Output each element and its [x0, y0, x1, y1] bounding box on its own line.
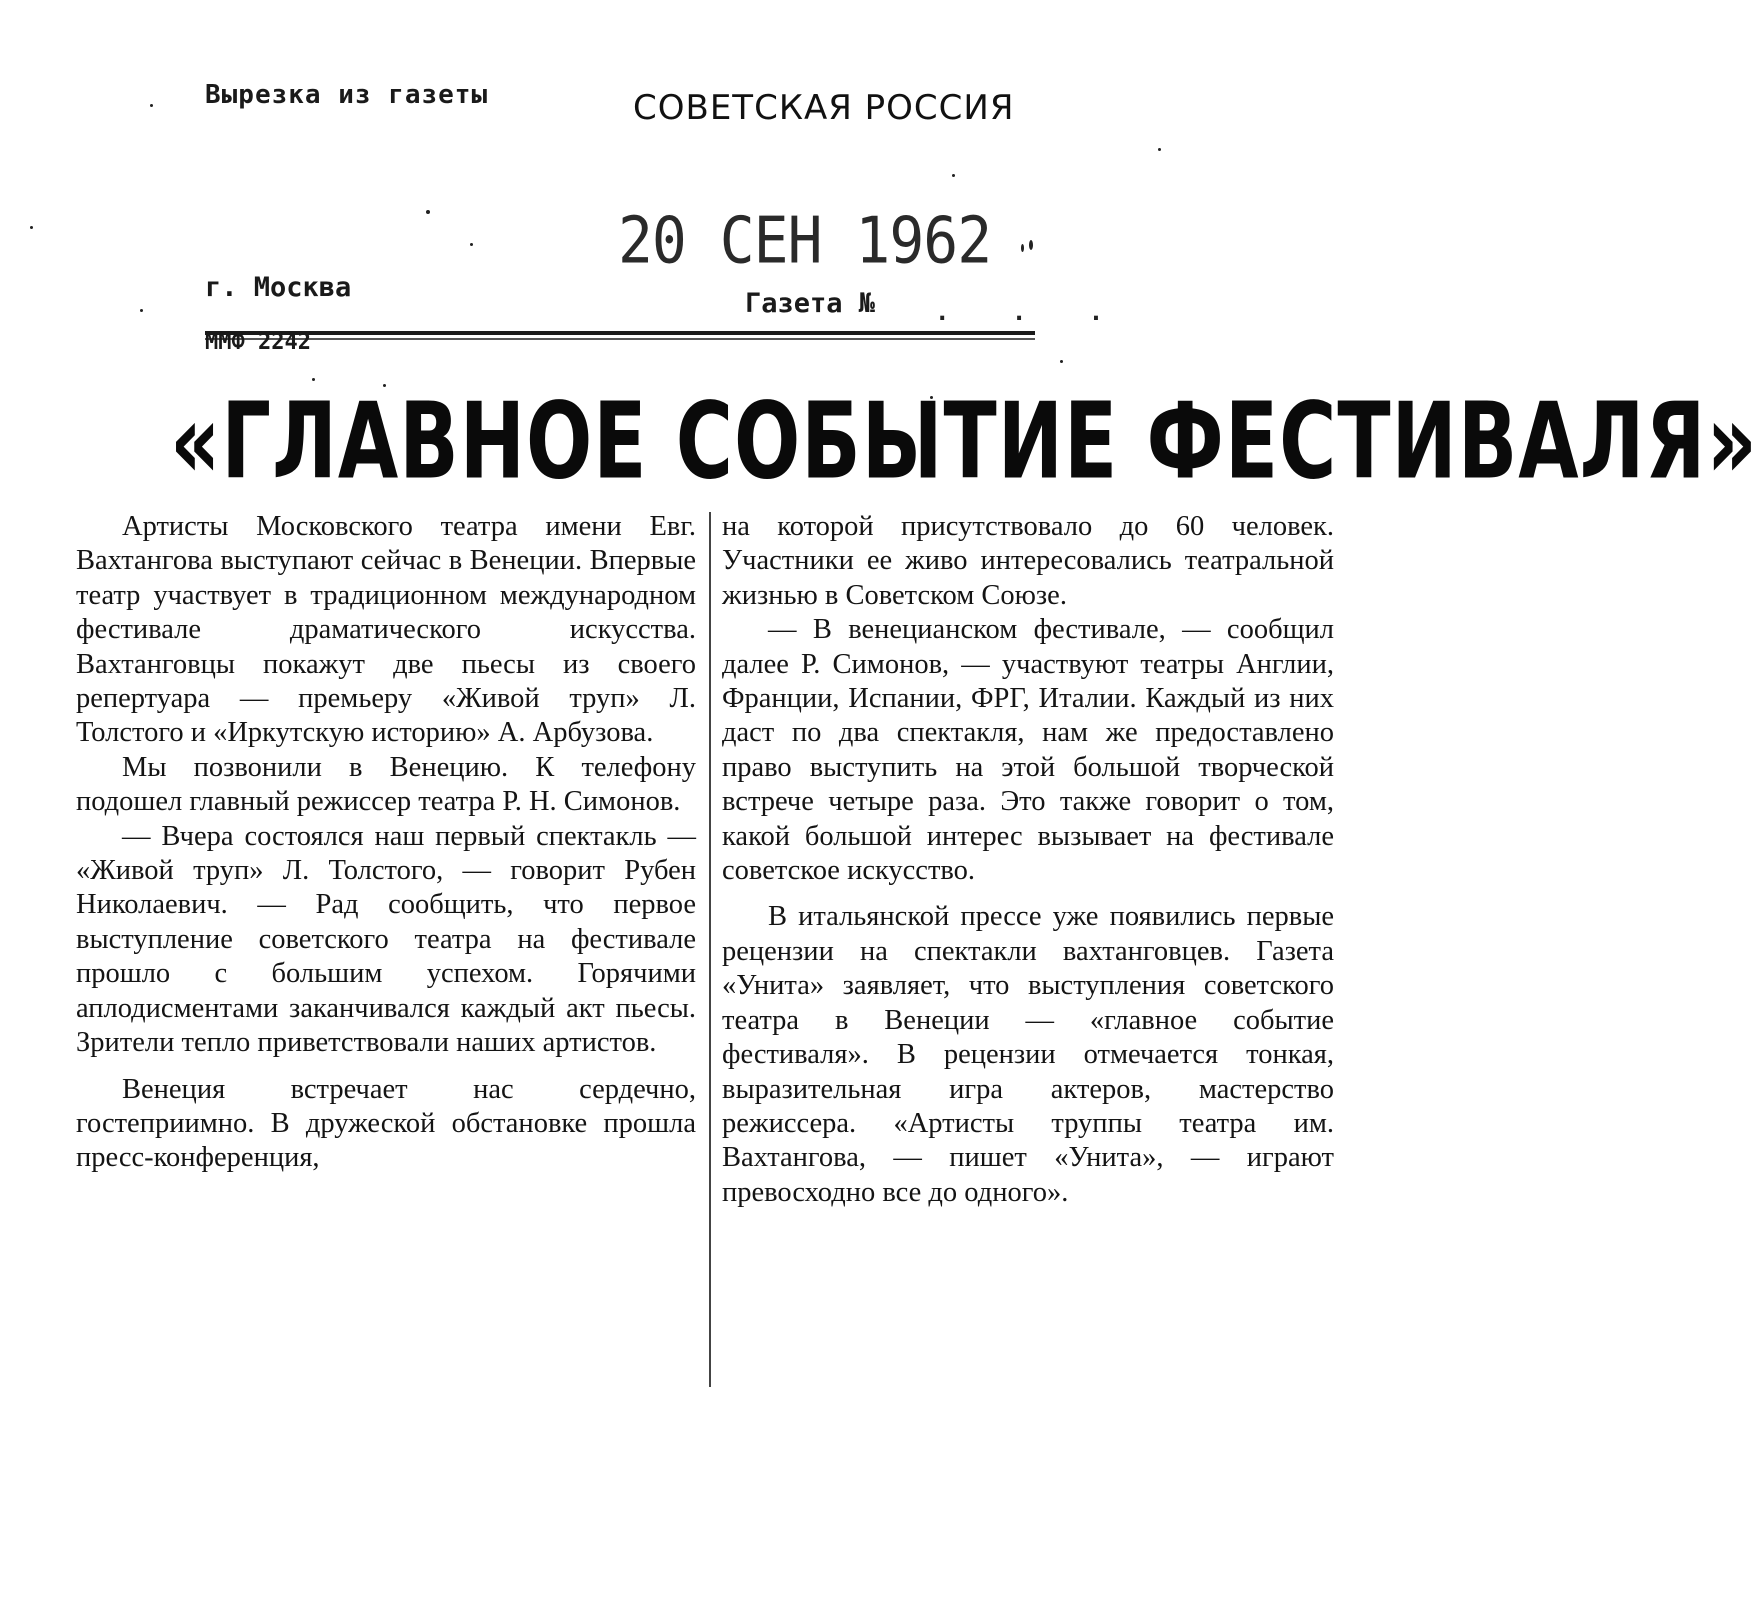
gazette-number-value: . . . — [935, 298, 1128, 326]
gazette-number-label: Газета № — [745, 288, 876, 319]
paragraph: — Вчера состоялся наш первый спектакль — «Живой труп» Л. Толстого, — говорит Рубен Николаевич. — Рад сообщить, что первое выступление советского театра на фестивале прошло с большим успехом. Горячими аплодисментами заканчивался каждый акт пьесы. Зрители тепло приветствовали наших артистов. — [76, 820, 696, 1059]
article-column-right — [722, 510, 1334, 1210]
newspaper-name: СОВЕТСКАЯ РОССИЯ — [633, 88, 1015, 128]
paragraph: на которой присутствовало до 60 человек. Участники ее живо интересовались театральной жизнью в Советском Союзе. — [722, 511, 1334, 611]
article-headline: «ГЛАВНОЕ СОБЫТИЕ ФЕСТИВАЛЯ» — [170, 381, 1758, 503]
city: г. Москва — [205, 272, 352, 303]
paragraph: — В венецианском фестивале, — сообщил далее Р. Симонов, — участвуют театры Англии, Франции, Испании, ФРГ, Италии. Каждый из них даст по два спектакля, нам же предоставлено право выступить на этой большой творческой встрече четыре раза. Это также говорит о том, какой большой интерес вызывает на фестивале советское искусство. — [722, 614, 1334, 887]
clipping-label: Вырезка из газеты — [205, 80, 489, 110]
paragraph: Венеция встречает нас сердечно, гостеприимно. В дружеской обстановке прошла пресс-конференция, — [76, 1073, 696, 1174]
article-column-left — [76, 510, 696, 1176]
date-stamp: 20 СЕН 1962 — [618, 203, 992, 278]
cut-code-text: ММФ 2242 — [205, 330, 311, 355]
cut-code — [205, 330, 385, 355]
column-divider — [709, 512, 711, 1387]
paragraph: Артисты Московского театра имени Евг. Вахтангова выступают сейчас в Венеции. Впервые театр участвует в традиционном международном фестивале драматического искусства. Вахтанговцы покажут две пьесы из своего репертуара — премьеру «Живой труп» Л. Толстого и «Иркутскую историю» А. Арбузова. — [76, 511, 696, 749]
paragraph: В итальянской прессе уже появились первые рецензии на спектакли вахтанговцев. Газета «Унита» заявляет, что выступления советского театра в Венеции — «главное событие фестиваля». В рецензии отмечается тонкая, выразительная игра актеров, мастерство режиссера. «Артисты труппы театра им. Вахтангова, — пишет «Унита», — играют превосходно все до одного». — [722, 901, 1334, 1208]
paragraph: Мы позвонили в Венецию. К телефону подошел главный режиссер театра Р. Н. Симонов. — [76, 751, 696, 818]
